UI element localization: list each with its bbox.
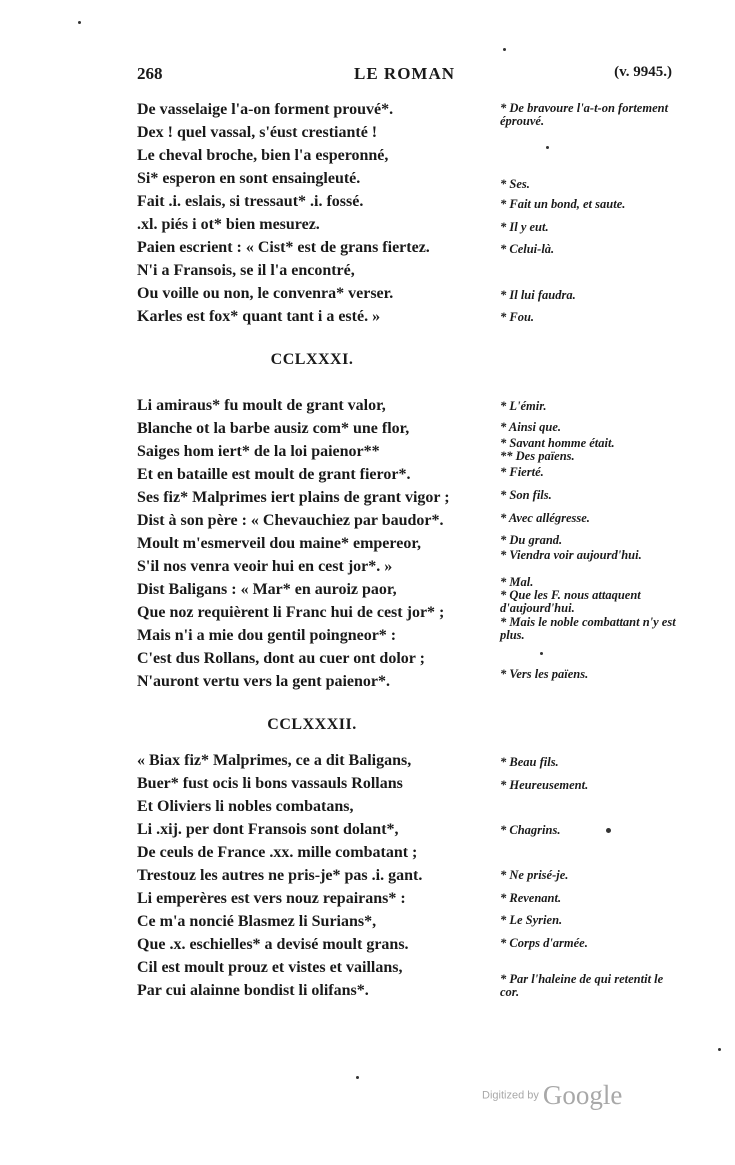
- verse-line: Dex ! quel vassal, s'éust crestianté !: [137, 124, 378, 141]
- verse-line: N'i a Fransois, se il l'a encontré,: [137, 262, 355, 279]
- margin-note: * Avec allégresse.: [500, 511, 590, 525]
- margin-note: * Corps d'armée.: [500, 936, 588, 950]
- margin-note: * Il y eut.: [500, 220, 549, 234]
- margin-note: ** Des païens.: [500, 449, 575, 463]
- verse-line: Trestouz les autres ne pris-je* pas .i. gant.: [137, 867, 423, 884]
- verse-line: De ceuls de France .xx. mille combatant ;: [137, 844, 418, 861]
- verse-line: Buer* fust ocis li bons vassauls Rollans: [137, 775, 403, 792]
- verse-line: Ce m'a noncié Blasmez li Surians*,: [137, 913, 377, 930]
- margin-note: * Revenant.: [500, 891, 562, 905]
- margin-note: * Il lui faudra.: [500, 288, 576, 302]
- verse-line: Que noz requièrent li Franc hui de cest jor* ;: [137, 604, 445, 621]
- margin-note: * Heureusement.: [500, 778, 589, 792]
- verse-line: Fait .i. eslais, si tressaut* .i. fossé.: [137, 193, 364, 210]
- verse-reference: (v. 9945.): [614, 64, 672, 80]
- verse-line: Ou voille ou non, le convenra* verser.: [137, 285, 394, 302]
- verse-line: Ses fiz* Malprimes iert plains de grant vigor ;: [137, 489, 450, 506]
- section-heading: CCLXXXII.: [267, 716, 357, 733]
- speck: [503, 48, 506, 51]
- speck: [606, 828, 611, 833]
- margin-note: * Ne prisé-je.: [500, 868, 569, 882]
- margin-note: * Savant homme était.: [500, 436, 615, 450]
- verse-line: Karles est fox* quant tant i a esté. »: [137, 308, 381, 325]
- verse-line: Mais n'i a mie dou gentil poingneor* :: [137, 627, 397, 644]
- verse-line: De vasselaige l'a-on forment prouvé*.: [137, 101, 394, 118]
- google-logo: Google: [542, 1080, 623, 1110]
- margin-note: * Mal.: [500, 575, 534, 589]
- margin-note: * Vers les païens.: [500, 667, 589, 681]
- digitization-watermark: [482, 1080, 622, 1111]
- verse-line: Si* esperon en sont ensaingleuté.: [137, 170, 361, 187]
- verse-line: Li emperères est vers nouz repairans* :: [137, 890, 406, 907]
- margin-note: * Que les F. nous attaquent d'aujourd'hui.: [500, 588, 641, 615]
- margin-note: * Du grand.: [500, 533, 563, 547]
- verse-line: C'est dus Rollans, dont au cuer ont dolor ;: [137, 650, 425, 667]
- margin-note: * Beau fils.: [500, 755, 559, 769]
- verse-line: Blanche ot la barbe ausiz com* une flor,: [137, 420, 410, 437]
- verse-line: Dist à son père : « Chevauchiez par baudor*.: [137, 512, 444, 529]
- watermark-prefix: Digitized by: [482, 1089, 539, 1102]
- margin-note: * Fou.: [500, 310, 535, 324]
- margin-note: * Son fils.: [500, 488, 552, 502]
- verse-line: N'auront vertu vers la gent paienor*.: [137, 673, 391, 690]
- verse-line: Dist Baligans : « Mar* en auroiz paor,: [137, 581, 397, 598]
- verse-line: Li .xij. per dont Fransois sont dolant*,: [137, 821, 399, 838]
- page-header: [137, 64, 672, 88]
- verse-line: Paien escrient : « Cist* est de grans fiertez.: [137, 239, 430, 256]
- speck: [78, 21, 81, 24]
- speck: [546, 146, 549, 149]
- margin-note: * Le Syrien.: [500, 913, 563, 927]
- margin-note: * Celui-là.: [500, 242, 555, 256]
- verse-line: Saiges hom iert* de la loi paienor**: [137, 443, 380, 460]
- verse-line: .xl. piés i ot* bien mesurez.: [137, 216, 320, 233]
- running-title: LE ROMAN: [353, 64, 456, 83]
- verse-line: Et Oliviers li nobles combatans,: [137, 798, 354, 815]
- verse-line: Par cui alainne bondist li olifans*.: [137, 982, 369, 999]
- verse-line: Cil est moult prouz et vistes et vaillans,: [137, 959, 403, 976]
- margin-note: * Chagrins.: [500, 823, 561, 837]
- margin-note: * Fait un bond, et saute.: [500, 197, 626, 211]
- verse-line: S'il nos venra veoir hui en cest jor*. »: [137, 558, 393, 575]
- margin-note: * Ainsi que.: [500, 420, 562, 434]
- margin-note: * Ses.: [500, 177, 530, 191]
- margin-note: * Viendra voir aujourd'hui.: [500, 548, 642, 562]
- verse-line: Que .x. eschielles* a devisé moult grans.: [137, 936, 409, 953]
- margin-note: * De bravoure l'a-t-on fortement éprouvé.: [500, 101, 669, 128]
- speck: [718, 1048, 721, 1051]
- margin-note: * Fierté.: [500, 465, 544, 479]
- verse-line: Le cheval broche, bien l'a esperonné,: [137, 147, 389, 164]
- section-heading: CCLXXXI.: [270, 351, 354, 368]
- margin-note: * L'émir.: [500, 399, 547, 413]
- speck: [356, 1076, 359, 1079]
- page-number: 268: [137, 64, 163, 83]
- verse-line: Moult m'esmerveil dou maine* empereor,: [137, 535, 421, 552]
- margin-note: * Mais le noble combattant n'y est plus.: [500, 615, 676, 642]
- verse-line: « Biax fiz* Malprimes, ce a dit Baligans,: [137, 752, 412, 769]
- margin-note: * Par l'haleine de qui retentit le cor.: [500, 972, 664, 999]
- verse-line: Et en bataille est moult de grant fieror*.: [137, 466, 411, 483]
- speck: [540, 652, 543, 655]
- verse-line: Li amiraus* fu moult de grant valor,: [137, 397, 386, 414]
